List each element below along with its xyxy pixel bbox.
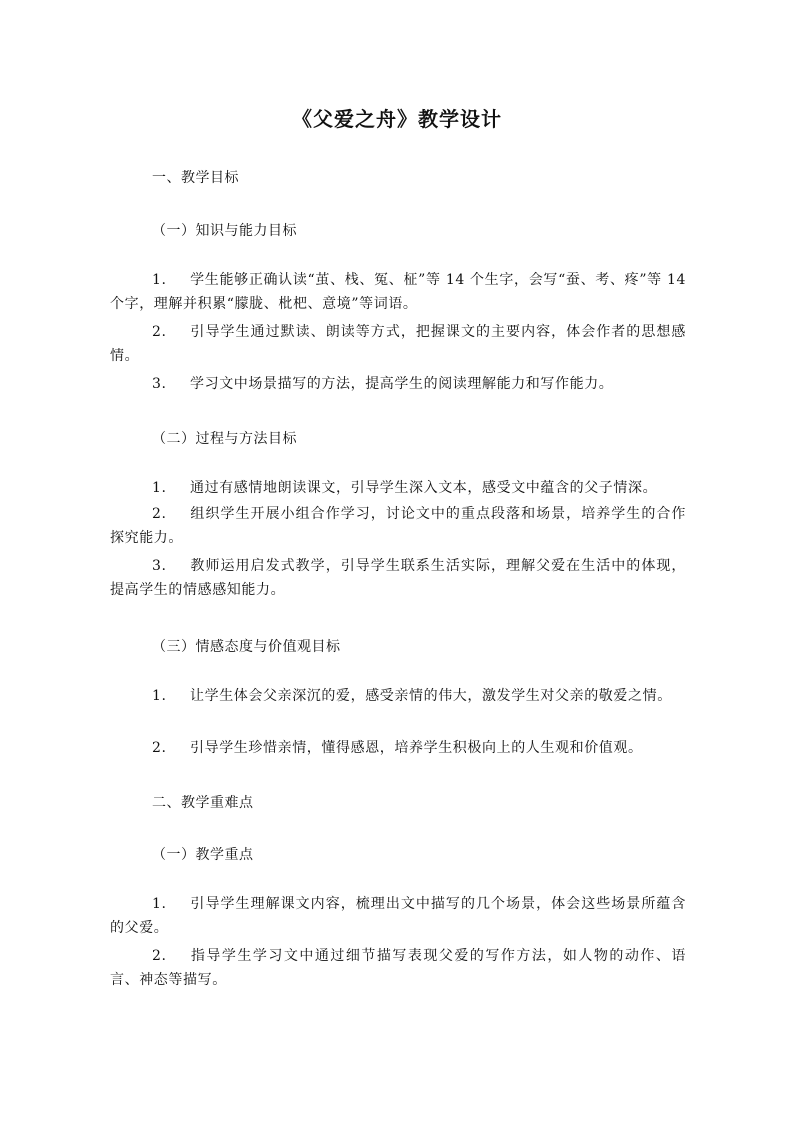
list-item-text: 引导学生通过默读、朗读等方式，把握课文的主要内容，体会作者的思想感情。 (110, 324, 686, 364)
list-item-text: 学习文中场景描写的方法，提高学生的阅读理解能力和写作能力。 (190, 376, 614, 392)
list-item (110, 684, 686, 708)
list-item-number: 1. (152, 480, 167, 496)
list-item (110, 476, 686, 500)
list-item-text: 通过有感情地朗读课文，引导学生深入文本，感受文中蕴含的父子情深。 (190, 480, 658, 496)
list-item-number: 2. (152, 948, 167, 964)
subsection-heading-knowledge-ability: （一）知识与能力目标 (152, 223, 297, 239)
list-item-text: 引导学生理解课文内容，梳理出文中描写的几个场景，体会这些场景所蕴含的父爱。 (110, 896, 686, 936)
list-item-number: 3. (152, 558, 167, 574)
list-item (110, 736, 686, 760)
list-item-text: 组织学生开展小组合作学习，讨论文中的重点段落和场景，培养学生的合作探究能力。 (110, 506, 686, 546)
list-item (110, 554, 686, 602)
list-item-number: 1. (152, 272, 167, 288)
list-item (110, 268, 686, 316)
document-title: 《父爱之舟》教学设计 (292, 107, 502, 131)
list-item (110, 320, 686, 368)
list-item-text: 指导学生学习文中通过细节描写表现父爱的写作方法，如人物的动作、语言、神态等描写。 (110, 948, 686, 988)
list-item (110, 502, 686, 550)
list-item-text: 教师运用启发式教学，引导学生联系生活实际，理解父爱在生活中的体现，提高学生的情感感知能力。 (110, 558, 686, 598)
list-item (110, 372, 686, 396)
subsection-heading-emotion-values: （三）情感态度与价值观目标 (152, 639, 341, 655)
list-item-text: 学生能够正确认读“茧、栈、冤、柾”等 14 个生字，会写“蚕、考、疼”等 14 个字，理解并积累“朦胧、枇杷、意境”等词语。 (110, 272, 686, 312)
subsection-heading-process-method: （二）过程与方法目标 (152, 431, 297, 447)
list-item (110, 892, 686, 940)
list-item-number: 2. (152, 324, 167, 340)
list-item-number: 1. (152, 688, 167, 704)
section-heading-key-difficult-points: 二、教学重难点 (152, 795, 254, 811)
subsection-heading-teaching-focus: （一）教学重点 (152, 847, 254, 863)
section-heading-teaching-goals: 一、教学目标 (152, 170, 239, 186)
list-item (110, 944, 686, 992)
list-item-number: 2. (152, 740, 167, 756)
list-item-number: 2. (152, 506, 167, 522)
list-item-number: 1. (152, 896, 167, 912)
list-item-text: 引导学生珍惜亲情，懂得感恩，培养学生积极向上的人生观和价值观。 (190, 740, 643, 756)
list-item-text: 让学生体会父亲深沉的爱，感受亲情的伟大，激发学生对父亲的敬爱之情。 (190, 688, 672, 704)
list-item-number: 3. (152, 376, 167, 392)
